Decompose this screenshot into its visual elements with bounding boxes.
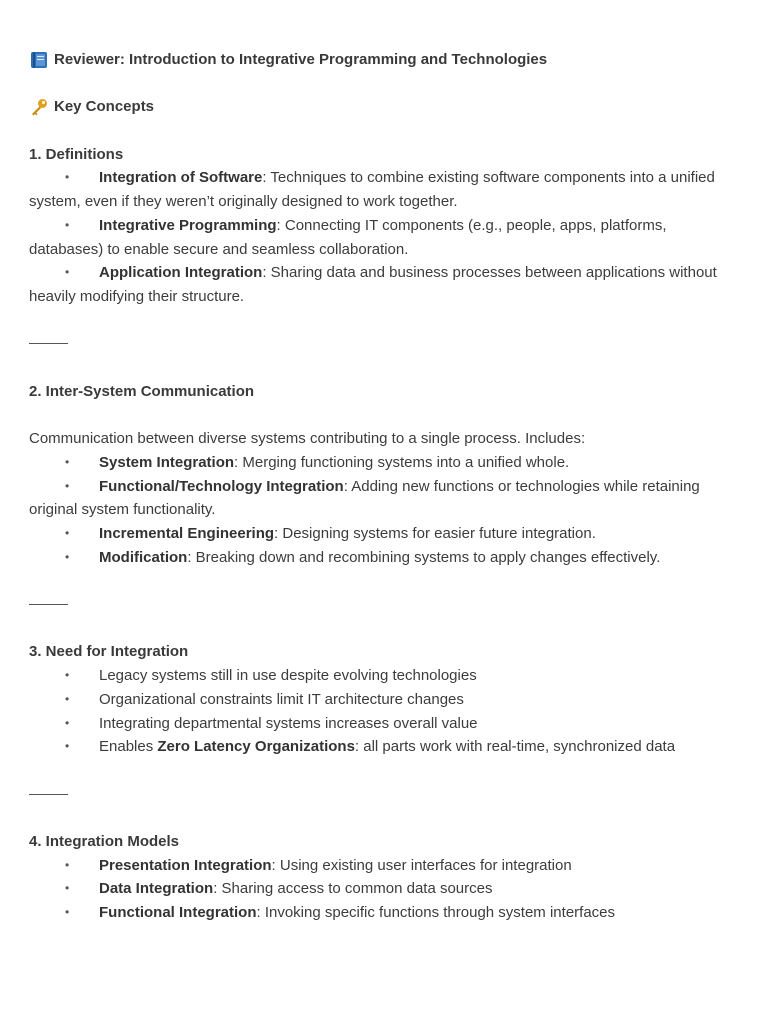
bullet-icon: • — [65, 881, 70, 896]
blue-book-icon — [29, 50, 49, 70]
bullet-icon: • — [65, 265, 70, 280]
definition: : Sharing data and business processes between applications without heavily modifying their structure. — [29, 264, 717, 305]
list-item — [29, 854, 739, 878]
bullet-icon: • — [65, 525, 70, 540]
bullet-icon: • — [65, 454, 70, 469]
section-inter-system-communication — [29, 380, 739, 570]
definition: : Sharing access to common data sources — [213, 880, 493, 898]
list-item — [29, 546, 739, 570]
definition: : Invoking specific functions through system interfaces — [256, 904, 616, 922]
term: Incremental Engineering — [99, 524, 275, 542]
document-title — [29, 48, 739, 72]
list-item — [29, 451, 739, 475]
list-text: Organizational constraints limit IT architecture changes — [99, 690, 464, 708]
bullet-icon: • — [65, 857, 70, 872]
section-need-for-integration — [29, 640, 739, 759]
list-item — [29, 522, 739, 546]
list-item — [29, 712, 739, 736]
section-heading: 2. Inter-System Communication — [29, 382, 255, 400]
list-item — [29, 877, 739, 901]
term: System Integration — [99, 453, 235, 471]
bullet-icon: • — [65, 691, 70, 706]
bullet-icon: • — [65, 739, 70, 754]
section-heading: 1. Definitions — [29, 145, 124, 163]
section-heading: 4. Integration Models — [29, 833, 180, 851]
term: Presentation Integration — [99, 856, 272, 874]
list-prefix: Enables — [99, 738, 158, 756]
key-concepts-heading — [29, 95, 739, 119]
term: Application Integration — [99, 264, 263, 282]
list-item — [29, 261, 739, 308]
list-item — [29, 166, 739, 213]
bullet-icon: • — [65, 170, 70, 185]
list-item — [29, 688, 739, 712]
section-heading: 3. Need for Integration — [29, 643, 189, 661]
list-text: Legacy systems still in use despite evolving technologies — [99, 667, 477, 685]
bullet-icon: • — [65, 715, 70, 730]
term: Zero Latency Organizations — [157, 738, 355, 756]
list-item — [29, 735, 739, 759]
key-icon — [29, 97, 49, 117]
term: Integration of Software — [99, 169, 263, 187]
bullet-icon: • — [65, 668, 70, 683]
list-item — [29, 475, 739, 522]
definition: : Designing systems for easier future integration. — [274, 524, 596, 542]
divider — [29, 794, 68, 795]
definition: : Merging functioning systems into a unified whole. — [234, 453, 570, 471]
section-integration-models — [29, 830, 739, 925]
term: Functional Integration — [99, 904, 257, 922]
section-definitions — [29, 143, 739, 309]
term: Modification — [99, 548, 188, 566]
definition: : Breaking down and recombining systems to apply changes effectively. — [187, 548, 661, 566]
section-intro: Communication between diverse systems contributing to a single process. Includes: — [29, 430, 586, 448]
divider — [29, 604, 68, 605]
document-title-text: Reviewer: Introduction to Integrative Programming and Technologies — [54, 51, 548, 68]
definition: : all parts work with real-time, synchronized data — [354, 738, 676, 756]
bullet-icon: • — [65, 905, 70, 920]
bullet-icon: • — [65, 478, 70, 493]
bullet-icon: • — [65, 549, 70, 564]
list-item — [29, 214, 739, 261]
definition: : Adding new functions or technologies while retaining original system functionality. — [29, 477, 700, 519]
bullet-icon: • — [65, 217, 70, 232]
definition: : Techniques to combine existing software components into a unified system, even if they weren’t originally designed to work together. — [29, 169, 715, 211]
list-item — [29, 664, 739, 688]
list-item — [29, 901, 739, 925]
definition: : Connecting IT components (e.g., people, apps, platforms, databases) to enable secure and seamless collaboration. — [29, 216, 667, 258]
term: Functional/Technology Integration — [99, 477, 344, 495]
term: Data Integration — [99, 880, 214, 898]
term: Integrative Programming — [99, 216, 277, 234]
key-concepts-text: Key Concepts — [54, 98, 155, 116]
definition: : Using existing user interfaces for integration — [271, 856, 572, 874]
list-text: Integrating departmental systems increases overall value — [99, 714, 478, 732]
divider — [29, 343, 68, 344]
